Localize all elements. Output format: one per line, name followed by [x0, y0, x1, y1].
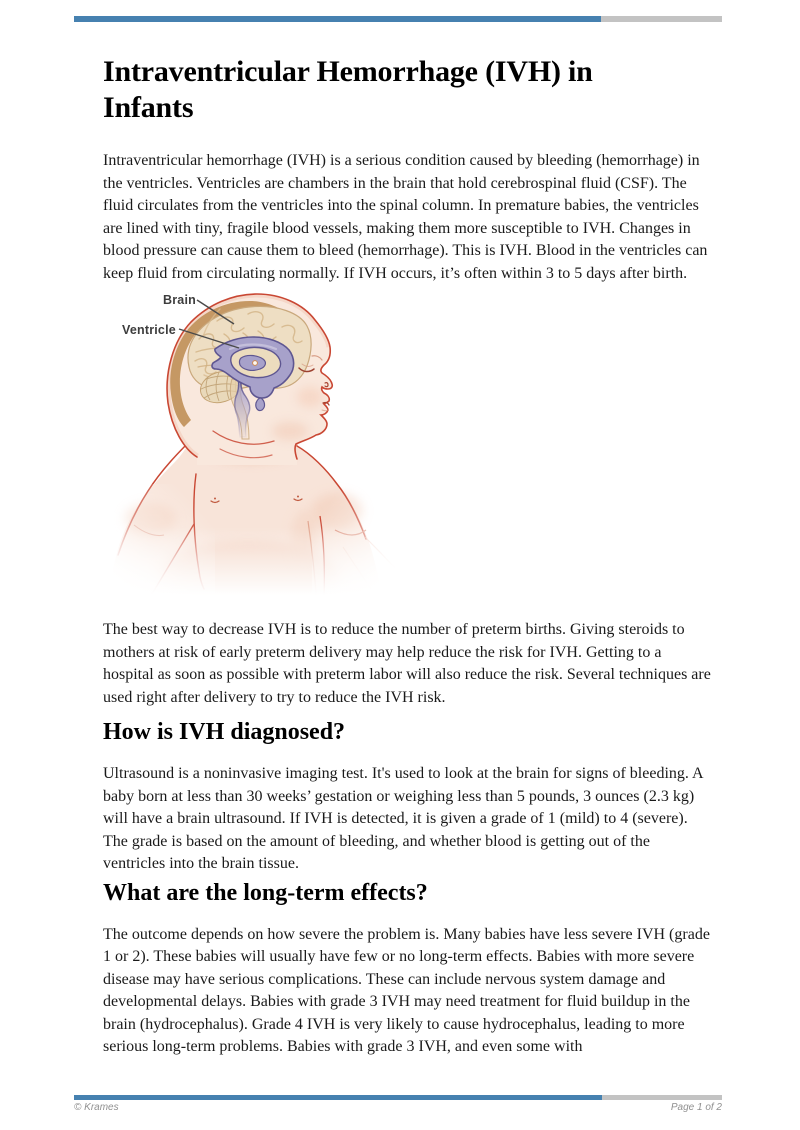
- page-title: Intraventricular Hemorrhage (IVH) in Infants: [103, 55, 593, 124]
- baby-head: [167, 294, 332, 465]
- intro-paragraph: Intraventricular hemorrhage (IVH) is a serious condition caused by bleeding (hemorrhage) in the ventricles. Ventricles are chambers in the brain that hold cerebrospinal fluid (CSF). The fluid circulates from the ventricles into the spinal column. In premature babies, the ventricles are lined with tiny, fragile blood vessels, making them more susceptible to IVH. Changes in blood pressure can cause them to bleed (hemorrhage). This is IVH. Blood in the ventricles can keep fluid from circulating normally. If IVH occurs, it’s often within 3 to 5 days after birth.: [103, 152, 708, 282]
- left-arm-fade: [100, 484, 215, 613]
- footer-copyright: © Krames: [74, 1102, 119, 1113]
- diagnosed-paragraph: Ultrasound is a noninvasive imaging test. It's used to look at the brain for signs of bleeding. A baby born at less than 30 weeks’ gestation or weighing less than 5 pounds, 3 ounces (2.3 kg) will have a brain ultrasound. If IVH is detected, it is given a grade of 1 (mild) to 4 (severe). The grade is based on the amount of bleeding, and whether blood is getting out of the ventricles into the brain tissue.: [103, 765, 703, 872]
- document-body: [103, 0, 711, 1059]
- footer: [74, 1102, 722, 1113]
- footer-page-indicator: Page 1 of 2: [670, 1102, 722, 1113]
- infant-brain-svg: [100, 279, 460, 613]
- brain-label: Brain: [163, 293, 196, 307]
- right-arm-fade: [312, 479, 460, 613]
- footer-rule-bar: [74, 1095, 722, 1100]
- footer-rule-bar-accent: [74, 1095, 602, 1100]
- cheek-shading: [297, 387, 323, 407]
- infant-brain-illustration: [100, 279, 460, 613]
- prevention-paragraph: The best way to decrease IVH is to reduce the number of preterm births. Giving steroids to mothers at risk of early preterm delivery may help reduce the risk for IVH. Getting to a hospital as soon as possible with preterm labor will also reduce the risk. Several techniques are used right after delivery to try to reduce the IVH risk.: [103, 621, 711, 706]
- ventricle-foramen-dot: [253, 361, 258, 366]
- section-heading-diagnosed: How is IVH diagnosed?: [103, 719, 346, 745]
- section-heading-effects: What are the long-term effects?: [103, 879, 428, 906]
- effects-paragraph: The outcome depends on how severe the problem is. Many babies have less severe IVH (grade 1 or 2). These babies will usually have few or no long-term effects. Babies with more severe disease may have serious complications. These can include nervous system damage and developmental delays. Babies with grade 3 IVH may need treatment for fluid buildup in the brain (hydrocephalus). Grade 4 IVH is very likely to cause hydrocephalus, leading to more serious long-term problems. Babies with grade 3 IVH, and even some with: [103, 925, 710, 1055]
- ventricle-label: Ventricle: [122, 323, 176, 337]
